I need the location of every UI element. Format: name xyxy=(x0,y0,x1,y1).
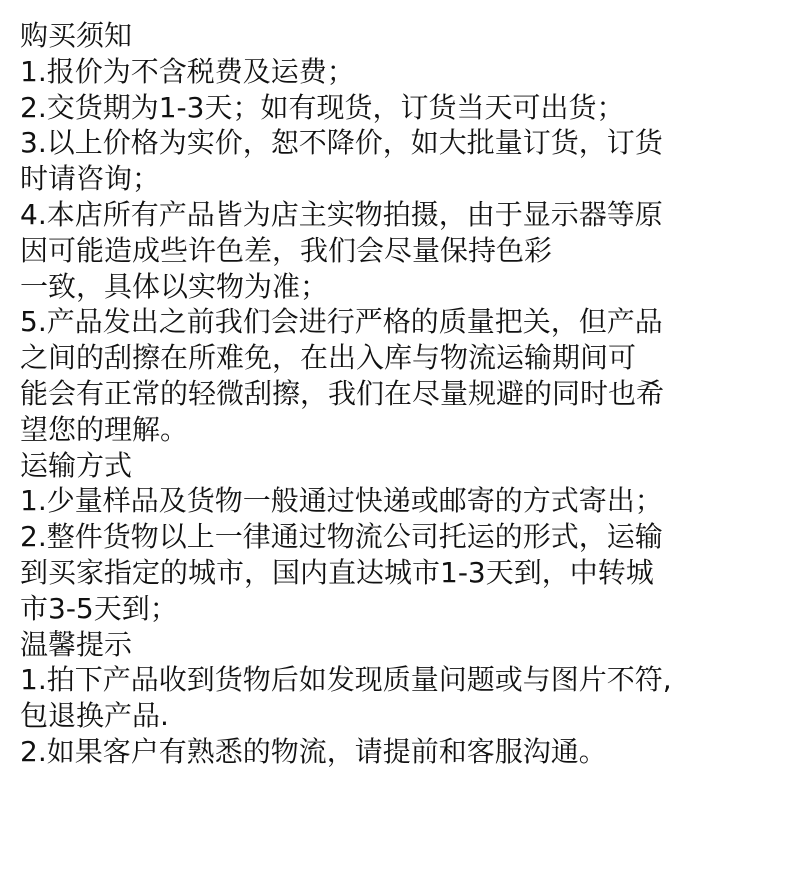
tip-item-2: 2.如果客户有熟悉的物流，请提前和客服沟通。 xyxy=(20,734,607,768)
notice-document xyxy=(20,18,780,770)
notice-item-3-line-2: 时请咨询； xyxy=(20,162,161,196)
shipping-item-2-line-2: 到买家指定的城市，国内直达城市1-3天到，中转城 xyxy=(20,555,654,589)
shipping-item-2-line-3: 市3-5天到； xyxy=(20,591,178,625)
shipping-item-2-line-1: 2.整件货物以上一律通过物流公司托运的形式，运输 xyxy=(20,520,663,554)
shipping-item-1: 1.少量样品及货物一般通过快递或邮寄的方式寄出； xyxy=(20,484,663,518)
notice-item-5-line-1: 5.产品发出之前我们会进行严格的质量把关，但产品 xyxy=(20,305,663,339)
tip-item-1-line-2: 包退换产品. xyxy=(20,699,169,733)
notice-item-3-line-1: 3.以上价格为实价，恕不降价，如大批量订货，订货 xyxy=(20,126,663,160)
tip-item-1-line-1: 1.拍下产品收到货物后如发现质量问题或与图片不符, xyxy=(20,663,672,697)
heading-purchase-notice: 购买须知 xyxy=(20,19,133,52)
notice-item-4-line-1: 4.本店所有产品皆为店主实物拍摄，由于显示器等原 xyxy=(20,197,663,231)
notice-item-4-line-3: 一致，具体以实物为准； xyxy=(20,269,329,303)
notice-item-5-line-3: 能会有正常的轻微刮擦，我们在尽量规避的同时也希 xyxy=(20,376,665,410)
heading-shipping-method: 运输方式 xyxy=(20,448,133,482)
notice-item-4-line-2: 因可能造成些许色差，我们会尽量保持色彩 xyxy=(20,233,553,267)
notice-item-5-line-4: 望您的理解。 xyxy=(20,412,189,446)
notice-item-2: 2.交货期为1-3天；如有现货，订货当天可出货； xyxy=(20,90,625,124)
notice-item-5-line-2: 之间的刮擦在所难免，在出入库与物流运输期间可 xyxy=(20,341,637,375)
heading-friendly-tips: 温馨提示 xyxy=(20,627,133,661)
notice-item-1: 1.报价为不含税费及运费； xyxy=(20,54,355,88)
